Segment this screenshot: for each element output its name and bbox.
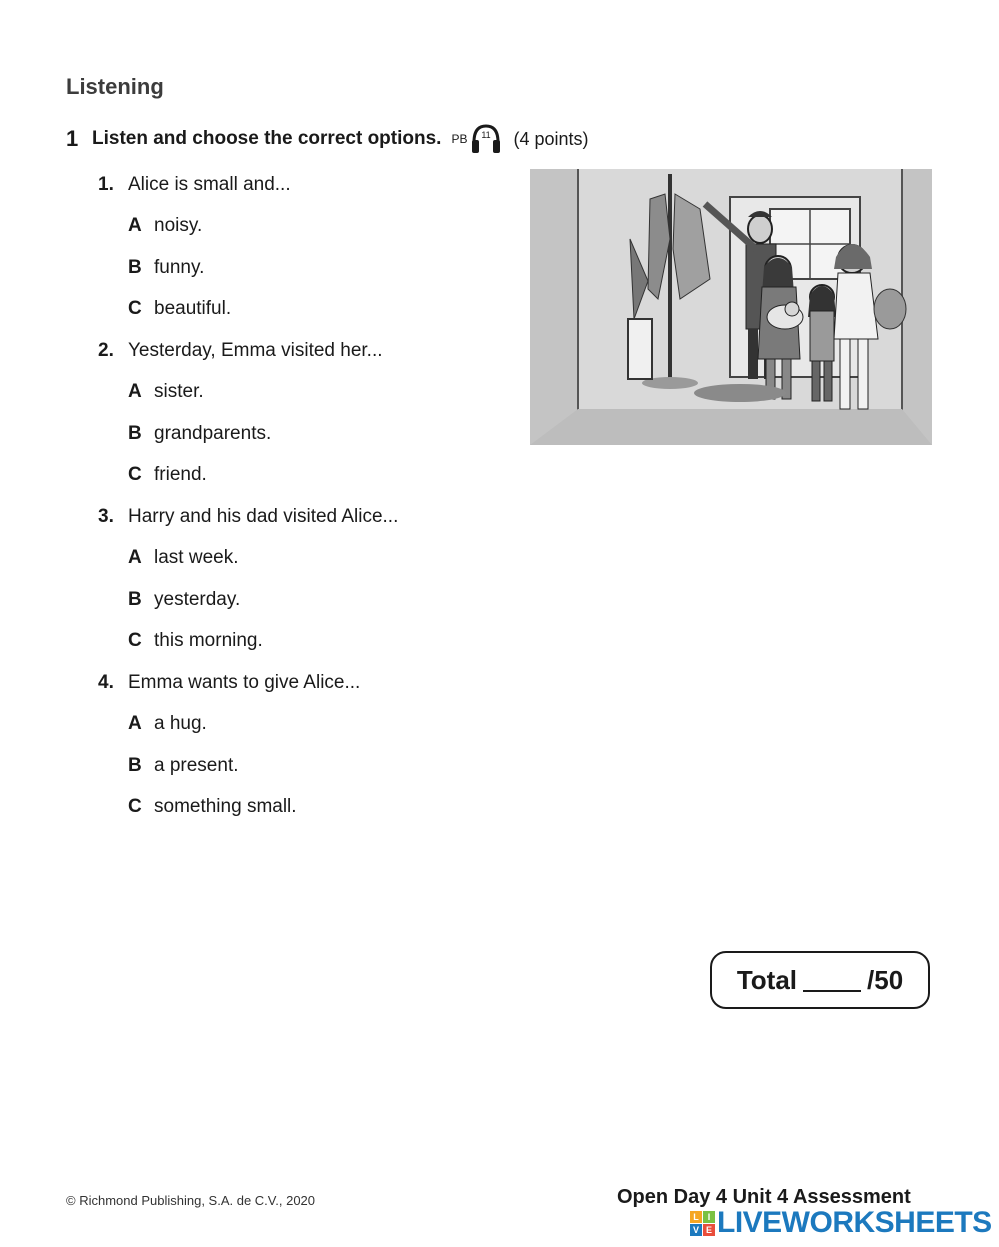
question-text: Yesterday, Emma visited her... (128, 340, 383, 361)
option-letter: B (128, 755, 142, 776)
logo-letter: L (690, 1211, 702, 1223)
logo-letter: I (703, 1211, 715, 1223)
option-letter: A (128, 215, 142, 236)
question-text: Emma wants to give Alice... (128, 672, 361, 693)
option-4a[interactable] (128, 713, 207, 735)
option-letter: B (128, 257, 142, 278)
logo-letter: E (703, 1224, 715, 1236)
option-text: last week. (154, 547, 239, 568)
headphones-icon[interactable] (469, 122, 503, 156)
option-4c[interactable] (128, 796, 297, 818)
option-text: friend. (154, 464, 207, 485)
question-3 (98, 506, 398, 528)
brand-text: LIVEWORKSHEETS (717, 1206, 992, 1239)
option-text: a present. (154, 755, 239, 776)
option-2b[interactable] (128, 423, 271, 445)
question-4 (98, 672, 360, 694)
points-label: (4 points) (513, 128, 589, 149)
option-1b[interactable] (128, 257, 204, 279)
pb-label: PB (451, 132, 468, 146)
option-letter: C (128, 298, 142, 319)
option-2a[interactable] (128, 381, 204, 403)
question-text: Harry and his dad visited Alice... (128, 506, 399, 527)
option-text: a hug. (154, 713, 207, 734)
question-text: Alice is small and... (128, 174, 291, 195)
track-number: 11 (481, 130, 492, 140)
question-number: 4. (98, 672, 114, 693)
option-letter: B (128, 423, 142, 444)
option-letter: C (128, 464, 142, 485)
option-text: sister. (154, 381, 204, 402)
option-3c[interactable] (128, 630, 263, 652)
option-text: grandparents. (154, 423, 272, 444)
question-number: 3. (98, 506, 114, 527)
option-text: funny. (154, 257, 205, 278)
option-letter: A (128, 381, 142, 402)
question-number: 2. (98, 340, 114, 361)
total-max: /50 (867, 964, 904, 995)
exercise-instruction: Listen and choose the correct options. (92, 128, 442, 149)
option-2c[interactable] (128, 464, 207, 486)
total-score-box (710, 951, 930, 1009)
option-3b[interactable] (128, 589, 240, 611)
option-text: yesterday. (154, 589, 241, 610)
option-text: noisy. (154, 215, 203, 236)
option-letter: C (128, 796, 142, 817)
section-title: Listening (66, 74, 164, 99)
option-letter: B (128, 589, 142, 610)
option-letter: A (128, 713, 142, 734)
liveworksheets-logo[interactable] (690, 1206, 992, 1240)
option-3a[interactable] (128, 547, 238, 569)
exercise-number: 1 (66, 126, 79, 151)
question-number: 1. (98, 174, 114, 195)
question-1 (98, 174, 291, 196)
total-score-blank[interactable] (803, 968, 861, 992)
option-1c[interactable] (128, 298, 231, 320)
option-4b[interactable] (128, 755, 239, 777)
copyright: © Richmond Publishing, S.A. de C.V., 2020 (66, 1193, 316, 1208)
option-1a[interactable] (128, 215, 202, 237)
option-text: this morning. (154, 630, 263, 651)
option-letter: A (128, 547, 142, 568)
logo-letter: V (690, 1224, 702, 1236)
total-label: Total (736, 964, 798, 995)
book-title: Open Day 4 Unit 4 Assessment (617, 1186, 911, 1208)
question-2 (98, 340, 383, 362)
option-text: something small. (154, 796, 297, 817)
option-letter: C (128, 630, 142, 651)
family-illustration (530, 169, 932, 445)
logo-grid-icon (690, 1211, 715, 1236)
exercise-header (66, 124, 589, 154)
option-text: beautiful. (154, 298, 232, 319)
